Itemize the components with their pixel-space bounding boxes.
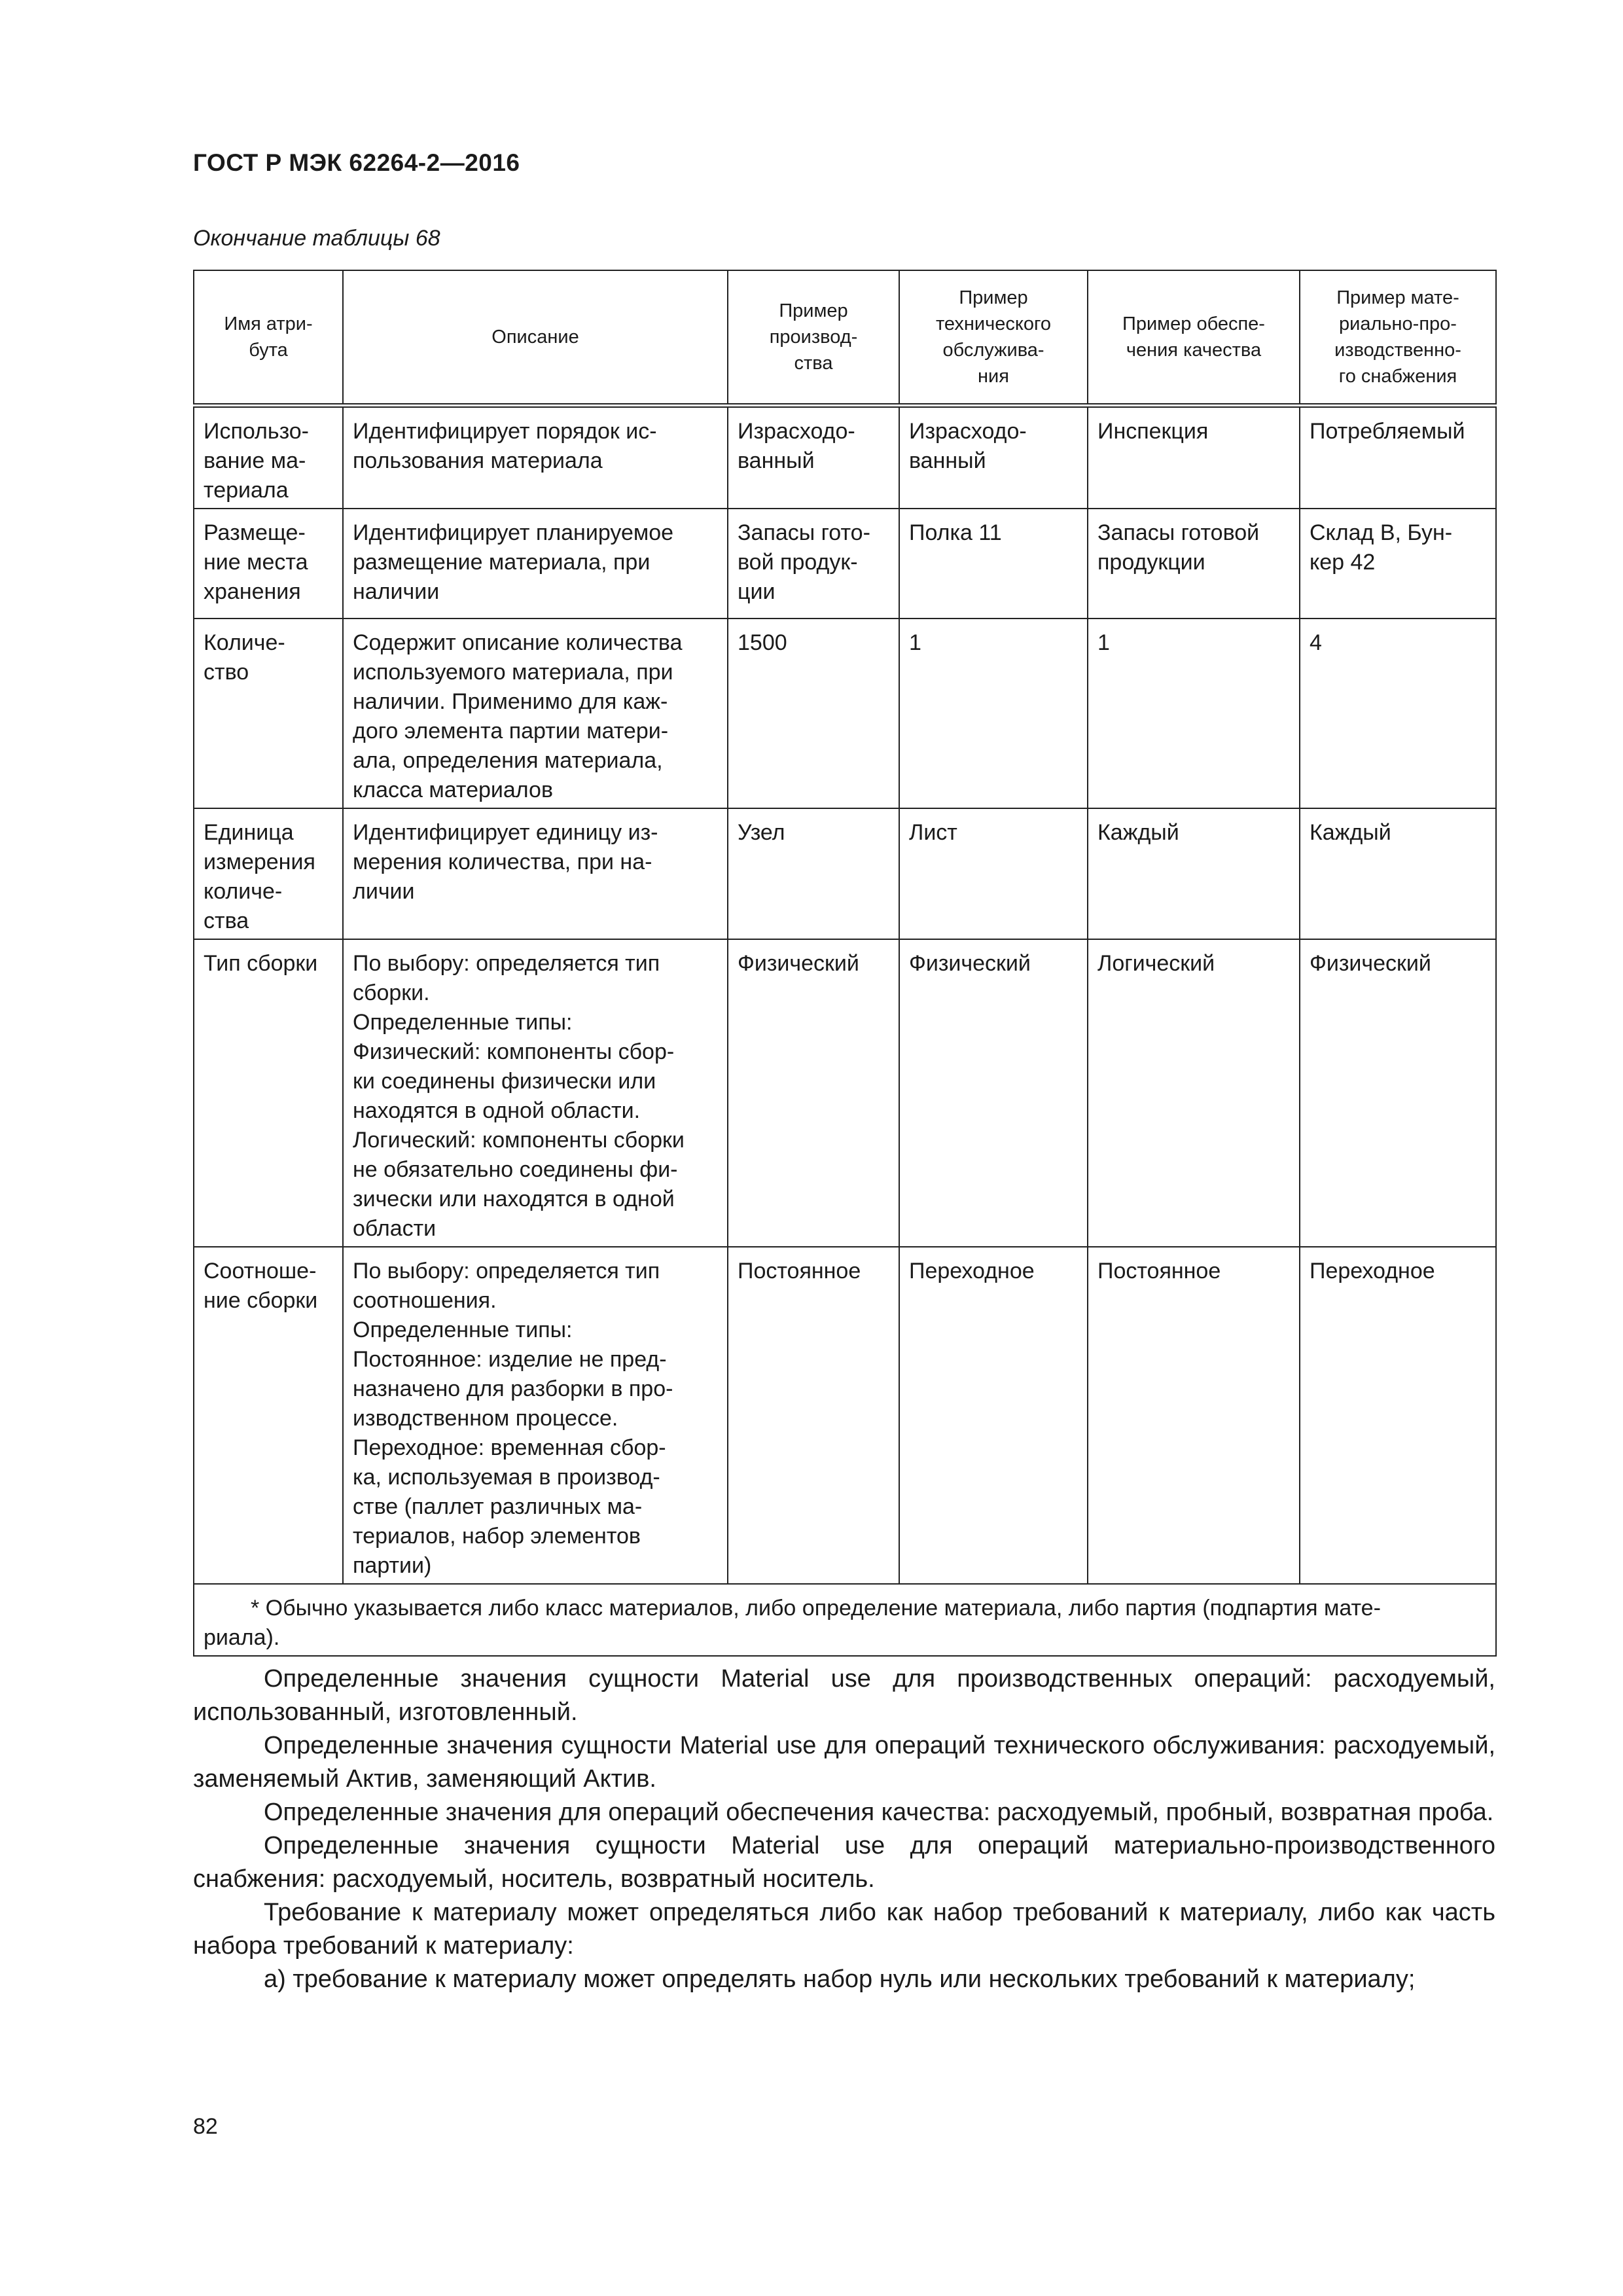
page-number: 82 xyxy=(193,2114,218,2139)
cell-maintenance: Переходное xyxy=(899,1247,1088,1584)
cell-quality: 1 xyxy=(1088,619,1300,808)
cell-production: Постоянное xyxy=(728,1247,899,1584)
cell-inventory: Каждый xyxy=(1300,808,1496,939)
cell-attribute-name: Соотноше- ние сборки xyxy=(194,1247,343,1584)
table-row xyxy=(194,1247,1496,1584)
cell-maintenance: 1 xyxy=(899,619,1088,808)
cell-maintenance: Полка 11 xyxy=(899,509,1088,619)
attributes-table xyxy=(193,270,1497,1657)
table-row xyxy=(194,939,1496,1247)
cell-inventory: 4 xyxy=(1300,619,1496,808)
table-row xyxy=(194,619,1496,808)
cell-description: Содержит описание количества используемого материала, при наличии. Применимо для каж- дого элемента партии матери- ала, определения материала, класса материалов xyxy=(343,619,728,808)
cell-quality: Логический xyxy=(1088,939,1300,1247)
cell-description: Идентифицирует планируемое размещение материала, при наличии xyxy=(343,509,728,619)
cell-production: Физический xyxy=(728,939,899,1247)
col-header-attribute-name: Имя атри- бута xyxy=(194,270,343,405)
cell-inventory: Потребляемый xyxy=(1300,405,1496,509)
cell-quality: Постоянное xyxy=(1088,1247,1300,1584)
col-header-production: Пример производ- ства xyxy=(728,270,899,405)
col-header-maintenance: Пример технического обслужива- ния xyxy=(899,270,1088,405)
cell-maintenance: Физический xyxy=(899,939,1088,1247)
cell-description: Идентифицирует порядок ис- пользования материала xyxy=(343,405,728,509)
cell-production: Запасы гото- вой продук- ции xyxy=(728,509,899,619)
table-footnote xyxy=(194,1584,1496,1656)
table-caption: Окончание таблицы 68 xyxy=(193,226,440,251)
cell-production: Узел xyxy=(728,808,899,939)
paragraph: Определенные значения сущности Material use для производственных операций: расходуемый, использованный, изготовленный. xyxy=(193,1665,1495,1726)
body-text xyxy=(193,1662,1495,1996)
cell-production: 1500 xyxy=(728,619,899,808)
col-header-inventory: Пример мате- риально-про- изводственно- го снабжения xyxy=(1300,270,1496,405)
cell-quality: Каждый xyxy=(1088,808,1300,939)
paragraph: Определенные значения сущности Material use для операций материально-производственного снабжения: расходуемый, носитель, возвратный носитель. xyxy=(193,1832,1495,1893)
document-header: ГОСТ Р МЭК 62264-2—2016 xyxy=(193,149,520,176)
cell-attribute-name: Единица измерения количе- ства xyxy=(194,808,343,939)
list-item: а) требование к материалу может определять набор нуль или нескольких требований к материалу; xyxy=(264,1965,1416,1993)
cell-attribute-name: Размеще- ние места хранения xyxy=(194,509,343,619)
cell-maintenance: Израсходо- ванный xyxy=(899,405,1088,509)
paragraph: Требование к материалу может определяться либо как набор требований к материалу, либо как часть набора требований к материалу: xyxy=(193,1899,1495,1960)
cell-production: Израсходо- ванный xyxy=(728,405,899,509)
table-footnote-row xyxy=(194,1584,1496,1656)
cell-maintenance: Лист xyxy=(899,808,1088,939)
cell-attribute-name: Тип сборки xyxy=(194,939,343,1247)
cell-attribute-name: Количе- ство xyxy=(194,619,343,808)
cell-quality: Инспекция xyxy=(1088,405,1300,509)
cell-description: По выбору: определяется тип сборки. Определенные типы: Физический: компоненты сбор- ки соединены физически или находятся в одной области. Логический: компоненты сборки не обязательно соединены фи- зически или находятся в одной области xyxy=(343,939,728,1247)
cell-description: По выбору: определяется тип соотношения. Определенные типы: Постоянное: изделие не пред- назначено для разборки в про- изводственном процессе. Переходное: временная сбор- ка, используемая в производ- стве (паллет различных ма- териалов, набор элементов партии) xyxy=(343,1247,728,1584)
table-header-row xyxy=(194,270,1496,405)
cell-description: Идентифицирует единицу из- мерения количества, при на- личии xyxy=(343,808,728,939)
footnote-text: * Обычно указывается либо класс материалов, либо определение материала, либо партия (подпартия мате- риала). xyxy=(204,1595,1381,1650)
table-row xyxy=(194,808,1496,939)
paragraph: Определенные значения сущности Material use для операций технического обслуживания: расходуемый, заменяемый Актив, заменяющий Актив. xyxy=(193,1732,1495,1793)
paragraph: Определенные значения для операций обеспечения качества: расходуемый, пробный, возвратная проба. xyxy=(264,1799,1494,1826)
col-header-quality: Пример обеспе- чения качества xyxy=(1088,270,1300,405)
cell-attribute-name: Использо- вание ма- териала xyxy=(194,405,343,509)
cell-quality: Запасы готовой продукции xyxy=(1088,509,1300,619)
col-header-description: Описание xyxy=(343,270,728,405)
table-row xyxy=(194,509,1496,619)
table-row xyxy=(194,405,1496,509)
cell-inventory: Физический xyxy=(1300,939,1496,1247)
cell-inventory: Переходное xyxy=(1300,1247,1496,1584)
cell-inventory: Склад В, Бун- кер 42 xyxy=(1300,509,1496,619)
